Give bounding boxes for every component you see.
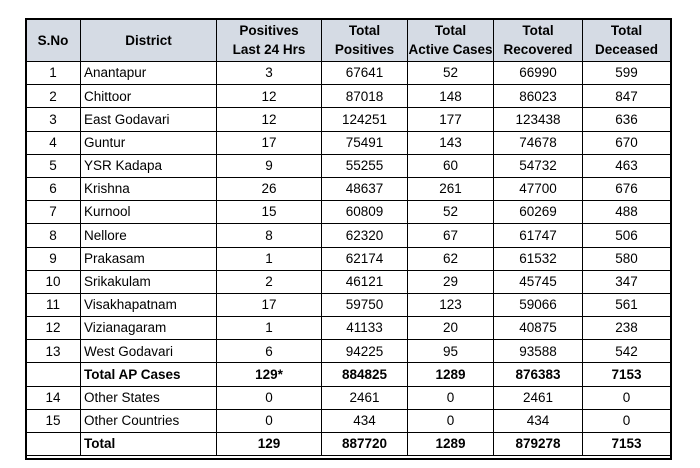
table-row	[26, 224, 671, 247]
cell-sno: 14	[26, 386, 81, 409]
cell-active-cases: 95	[408, 340, 494, 363]
header-sno: S.No	[26, 19, 81, 62]
header-total-positives-line2: Positives	[334, 42, 395, 57]
cell-district: East Godavari	[81, 108, 217, 131]
cell-sno: 15	[26, 409, 81, 432]
cell-district: Chittoor	[81, 85, 217, 108]
cell-deceased: 561	[583, 293, 671, 316]
cell-deceased: 7153	[583, 433, 671, 456]
cell-positives-24h: 12	[217, 85, 322, 108]
cell-district: Prakasam	[81, 247, 217, 270]
cell-active-cases: 29	[408, 270, 494, 293]
cell-total-positives: 887720	[322, 433, 408, 456]
table-summary-row	[26, 433, 671, 456]
cell-active-cases: 0	[408, 409, 494, 432]
district-covid-table-container	[25, 18, 670, 456]
table-row	[26, 177, 671, 200]
cell-active-cases: 52	[408, 62, 494, 85]
cell-district: Srikakulam	[81, 270, 217, 293]
cell-sno: 8	[26, 224, 81, 247]
table-row	[26, 85, 671, 108]
cell-deceased: 670	[583, 131, 671, 154]
cell-district: Other Countries	[81, 409, 217, 432]
header-total-deceased-line1: Total	[610, 23, 643, 38]
cell-sno: 10	[26, 270, 81, 293]
cell-deceased: 636	[583, 108, 671, 131]
cell-total-positives: 884825	[322, 363, 408, 386]
header-total-recovered-line2: Recovered	[503, 42, 573, 57]
cell-recovered: 879278	[494, 433, 583, 456]
cell-total-positives: 67641	[322, 62, 408, 85]
table-row	[26, 409, 671, 432]
cell-recovered: 434	[494, 409, 583, 432]
table-row	[26, 201, 671, 224]
cell-sno: 13	[26, 340, 81, 363]
cell-total-positives: 87018	[322, 85, 408, 108]
cell-positives-24h: 17	[217, 131, 322, 154]
cell-sno: 12	[26, 317, 81, 340]
cell-recovered: 876383	[494, 363, 583, 386]
cell-active-cases: 52	[408, 201, 494, 224]
cell-positives-24h: 0	[217, 386, 322, 409]
cell-deceased: 463	[583, 154, 671, 177]
cell-recovered: 2461	[494, 386, 583, 409]
header-total-positives-line1: Total	[348, 23, 381, 38]
cell-recovered: 40875	[494, 317, 583, 340]
cell-deceased: 0	[583, 409, 671, 432]
table-row	[26, 108, 671, 131]
table-row	[26, 293, 671, 316]
cell-recovered: 45745	[494, 270, 583, 293]
header-positives-24h	[217, 19, 322, 62]
cell-sno: 7	[26, 201, 81, 224]
cell-district: Vizianagaram	[81, 317, 217, 340]
cell-positives-24h: 3	[217, 62, 322, 85]
cell-sno: 11	[26, 293, 81, 316]
cell-total-positives: 94225	[322, 340, 408, 363]
cell-district: Visakhapatnam	[81, 293, 217, 316]
cell-deceased: 347	[583, 270, 671, 293]
table-summary-row	[26, 363, 671, 386]
cell-district: Anantapur	[81, 62, 217, 85]
cell-positives-24h: 2	[217, 270, 322, 293]
cell-active-cases: 0	[408, 386, 494, 409]
table-row	[26, 154, 671, 177]
table-row	[26, 247, 671, 270]
cell-district: Kurnool	[81, 201, 217, 224]
cell-district: Krishna	[81, 177, 217, 200]
cell-sno	[26, 363, 81, 386]
cell-active-cases: 67	[408, 224, 494, 247]
cell-active-cases: 1289	[408, 433, 494, 456]
cell-total-positives: 2461	[322, 386, 408, 409]
cell-deceased: 0	[583, 386, 671, 409]
cell-recovered: 93588	[494, 340, 583, 363]
cell-district: Nellore	[81, 224, 217, 247]
table-row	[26, 386, 671, 409]
cell-positives-24h: 1	[217, 317, 322, 340]
cell-total-positives: 46121	[322, 270, 408, 293]
header-total-active	[408, 19, 494, 62]
cell-total-positives: 124251	[322, 108, 408, 131]
cell-recovered: 47700	[494, 177, 583, 200]
cell-recovered: 54732	[494, 154, 583, 177]
cell-recovered: 74678	[494, 131, 583, 154]
cell-deceased: 580	[583, 247, 671, 270]
cell-recovered: 61747	[494, 224, 583, 247]
cell-active-cases: 60	[408, 154, 494, 177]
table-body	[26, 62, 671, 456]
cell-total-positives: 48637	[322, 177, 408, 200]
cell-positives-24h: 9	[217, 154, 322, 177]
table-row	[26, 317, 671, 340]
header-total-deceased-line2: Deceased	[594, 42, 659, 57]
cell-deceased: 542	[583, 340, 671, 363]
cell-total-positives: 59750	[322, 293, 408, 316]
header-positives-24h-line1: Positives	[239, 23, 299, 38]
table-row	[26, 131, 671, 154]
cell-active-cases: 62	[408, 247, 494, 270]
cell-positives-24h: 1	[217, 247, 322, 270]
table-header	[26, 19, 671, 62]
cell-sno: 4	[26, 131, 81, 154]
cell-active-cases: 148	[408, 85, 494, 108]
cell-sno: 5	[26, 154, 81, 177]
cell-deceased: 599	[583, 62, 671, 85]
cell-active-cases: 1289	[408, 363, 494, 386]
cell-deceased: 676	[583, 177, 671, 200]
cell-deceased: 7153	[583, 363, 671, 386]
cell-total-positives: 60809	[322, 201, 408, 224]
cell-deceased: 238	[583, 317, 671, 340]
header-row	[26, 19, 671, 62]
cell-sno	[26, 433, 81, 456]
cell-sno: 1	[26, 62, 81, 85]
cell-recovered: 61532	[494, 247, 583, 270]
cell-active-cases: 177	[408, 108, 494, 131]
header-total-recovered	[494, 19, 583, 62]
cell-sno: 2	[26, 85, 81, 108]
cell-deceased: 506	[583, 224, 671, 247]
cell-active-cases: 20	[408, 317, 494, 340]
cell-positives-24h: 17	[217, 293, 322, 316]
cell-total-positives: 55255	[322, 154, 408, 177]
header-district: District	[81, 19, 217, 62]
cell-positives-24h: 129	[217, 433, 322, 456]
cell-district: Total	[81, 433, 217, 456]
cell-sno: 6	[26, 177, 81, 200]
cell-district: Total AP Cases	[81, 363, 217, 386]
header-total-deceased	[583, 19, 671, 62]
header-total-recovered-line1: Total	[522, 23, 554, 38]
cell-total-positives: 75491	[322, 131, 408, 154]
cell-district: Other States	[81, 386, 217, 409]
cell-recovered: 66990	[494, 62, 583, 85]
cell-positives-24h: 15	[217, 201, 322, 224]
cell-district: West Godavari	[81, 340, 217, 363]
cell-recovered: 86023	[494, 85, 583, 108]
cell-active-cases: 123	[408, 293, 494, 316]
table-row	[26, 340, 671, 363]
cell-recovered: 60269	[494, 201, 583, 224]
cell-total-positives: 62320	[322, 224, 408, 247]
cell-positives-24h: 129*	[217, 363, 322, 386]
cell-district: YSR Kadapa	[81, 154, 217, 177]
cell-recovered: 123438	[494, 108, 583, 131]
cell-total-positives: 434	[322, 409, 408, 432]
cell-active-cases: 143	[408, 131, 494, 154]
cell-deceased: 488	[583, 201, 671, 224]
cell-positives-24h: 12	[217, 108, 322, 131]
cell-positives-24h: 26	[217, 177, 322, 200]
cell-positives-24h: 0	[217, 409, 322, 432]
header-total-active-line1: Total	[434, 23, 467, 38]
table-row	[26, 270, 671, 293]
header-total-positives	[322, 19, 408, 62]
header-positives-24h-line2: Last 24 Hrs	[232, 42, 306, 57]
cell-deceased: 847	[583, 85, 671, 108]
cell-total-positives: 41133	[322, 317, 408, 340]
district-covid-table	[25, 18, 671, 456]
cell-sno: 3	[26, 108, 81, 131]
header-total-active-line2: Active Cases	[408, 42, 493, 57]
cell-sno: 9	[26, 247, 81, 270]
cell-positives-24h: 8	[217, 224, 322, 247]
cell-active-cases: 261	[408, 177, 494, 200]
cell-district: Guntur	[81, 131, 217, 154]
cell-positives-24h: 6	[217, 340, 322, 363]
cell-recovered: 59066	[494, 293, 583, 316]
table-row	[26, 62, 671, 85]
cell-total-positives: 62174	[322, 247, 408, 270]
